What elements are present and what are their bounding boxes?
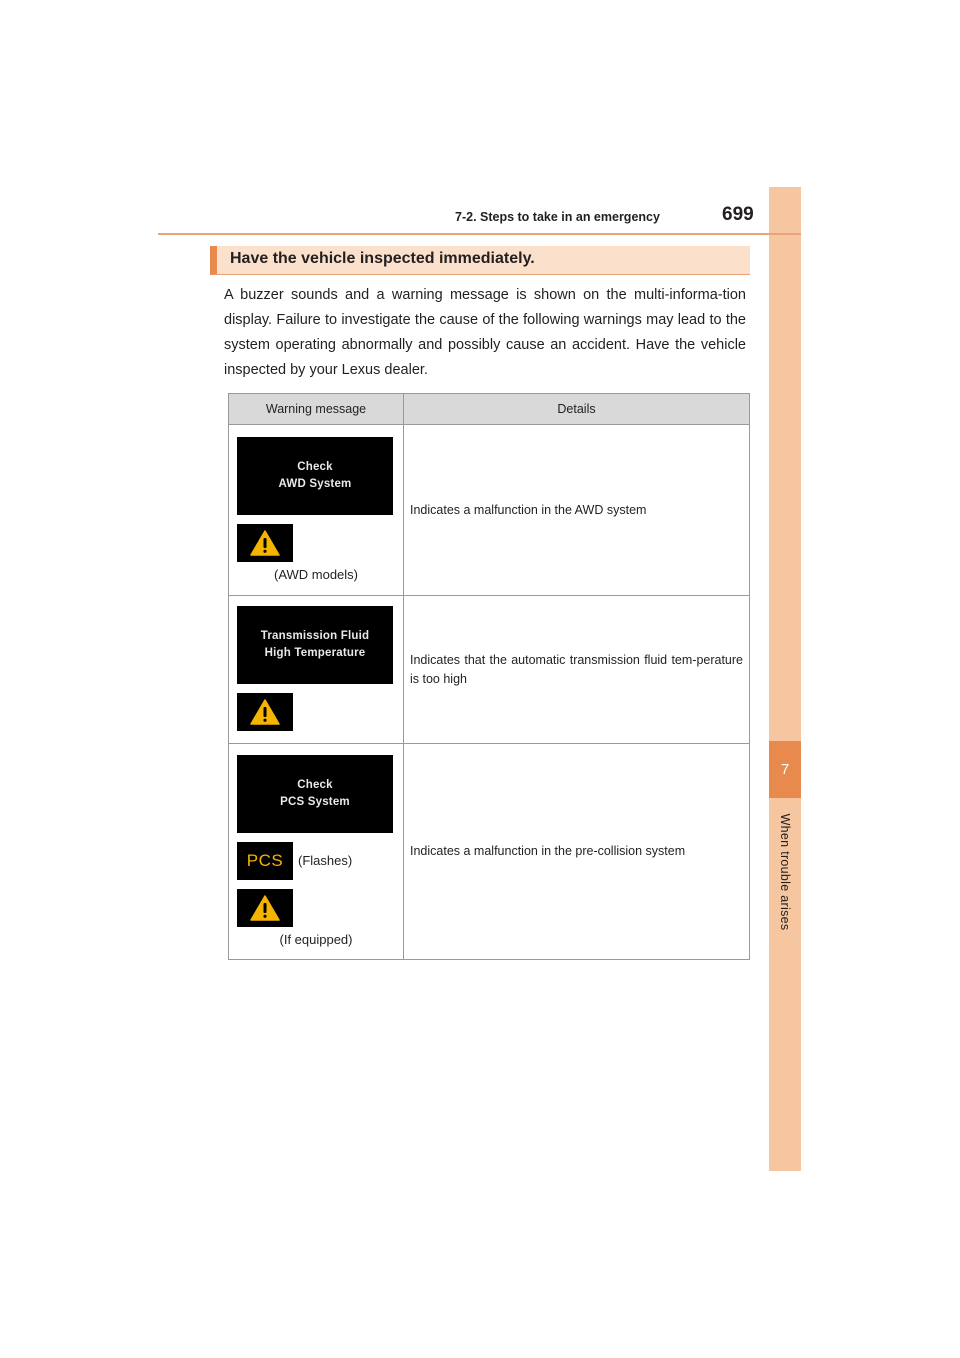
icon-row xyxy=(237,842,395,880)
table-row xyxy=(229,425,750,596)
warning-message-cell xyxy=(229,596,404,744)
intro-paragraph: A buzzer sounds and a warning message is shown on the multi-informa-tion display. Failure to investigate the cause of the following warnings may lead to the system operating abnormally and possibly cause an accident. Have the vehicle inspected by your Lexus dealer. xyxy=(224,287,746,378)
table-header-row xyxy=(229,394,750,425)
row-note: (If equipped) xyxy=(279,931,353,947)
display-line: Check xyxy=(297,778,333,791)
display-line: Transmission Fluid xyxy=(260,630,370,642)
warning-triangle-icon xyxy=(237,693,293,731)
message-display xyxy=(237,606,393,684)
heading-text: Have the vehicle inspected immediately. xyxy=(230,250,535,267)
display-line: High Temperature xyxy=(264,647,366,659)
section-title: 7-2. Steps to take in an emergency xyxy=(455,210,660,224)
warning-triangle-icon xyxy=(237,524,293,562)
row-note: (AWD models) xyxy=(273,566,359,582)
details-cell: Indicates a malfunction in the AWD system xyxy=(404,425,750,596)
details-cell: Indicates that the automatic transmission fluid tem-perature is too high xyxy=(404,596,750,744)
header-details: Details xyxy=(404,394,750,425)
details-cell: Indicates a malfunction in the pre-collision system xyxy=(404,744,750,960)
chapter-title: When trouble arises xyxy=(778,813,792,931)
message-display xyxy=(237,755,393,833)
header-divider xyxy=(158,233,801,235)
table-row xyxy=(229,744,750,960)
chapter-number: 7 xyxy=(769,741,801,798)
icon-row xyxy=(237,693,395,731)
display-line: Check xyxy=(297,460,333,473)
warning-table xyxy=(228,393,750,960)
icon-row xyxy=(237,889,395,927)
table-row xyxy=(229,596,750,744)
display-line: PCS System xyxy=(280,795,350,808)
pcs-indicator-icon: PCS xyxy=(237,842,293,880)
heading-bar xyxy=(210,246,750,275)
indicator-note: (Flashes) xyxy=(298,853,353,868)
warning-triangle-icon xyxy=(237,889,293,927)
icon-row xyxy=(237,524,395,562)
display-line: AWD System xyxy=(278,477,352,490)
warning-message-cell xyxy=(229,744,404,960)
header-warning-message: Warning message xyxy=(229,394,404,425)
page-number: 699 xyxy=(722,204,754,225)
warning-message-cell xyxy=(229,425,404,596)
chapter-side-tab xyxy=(769,187,801,1171)
message-display xyxy=(237,437,393,515)
